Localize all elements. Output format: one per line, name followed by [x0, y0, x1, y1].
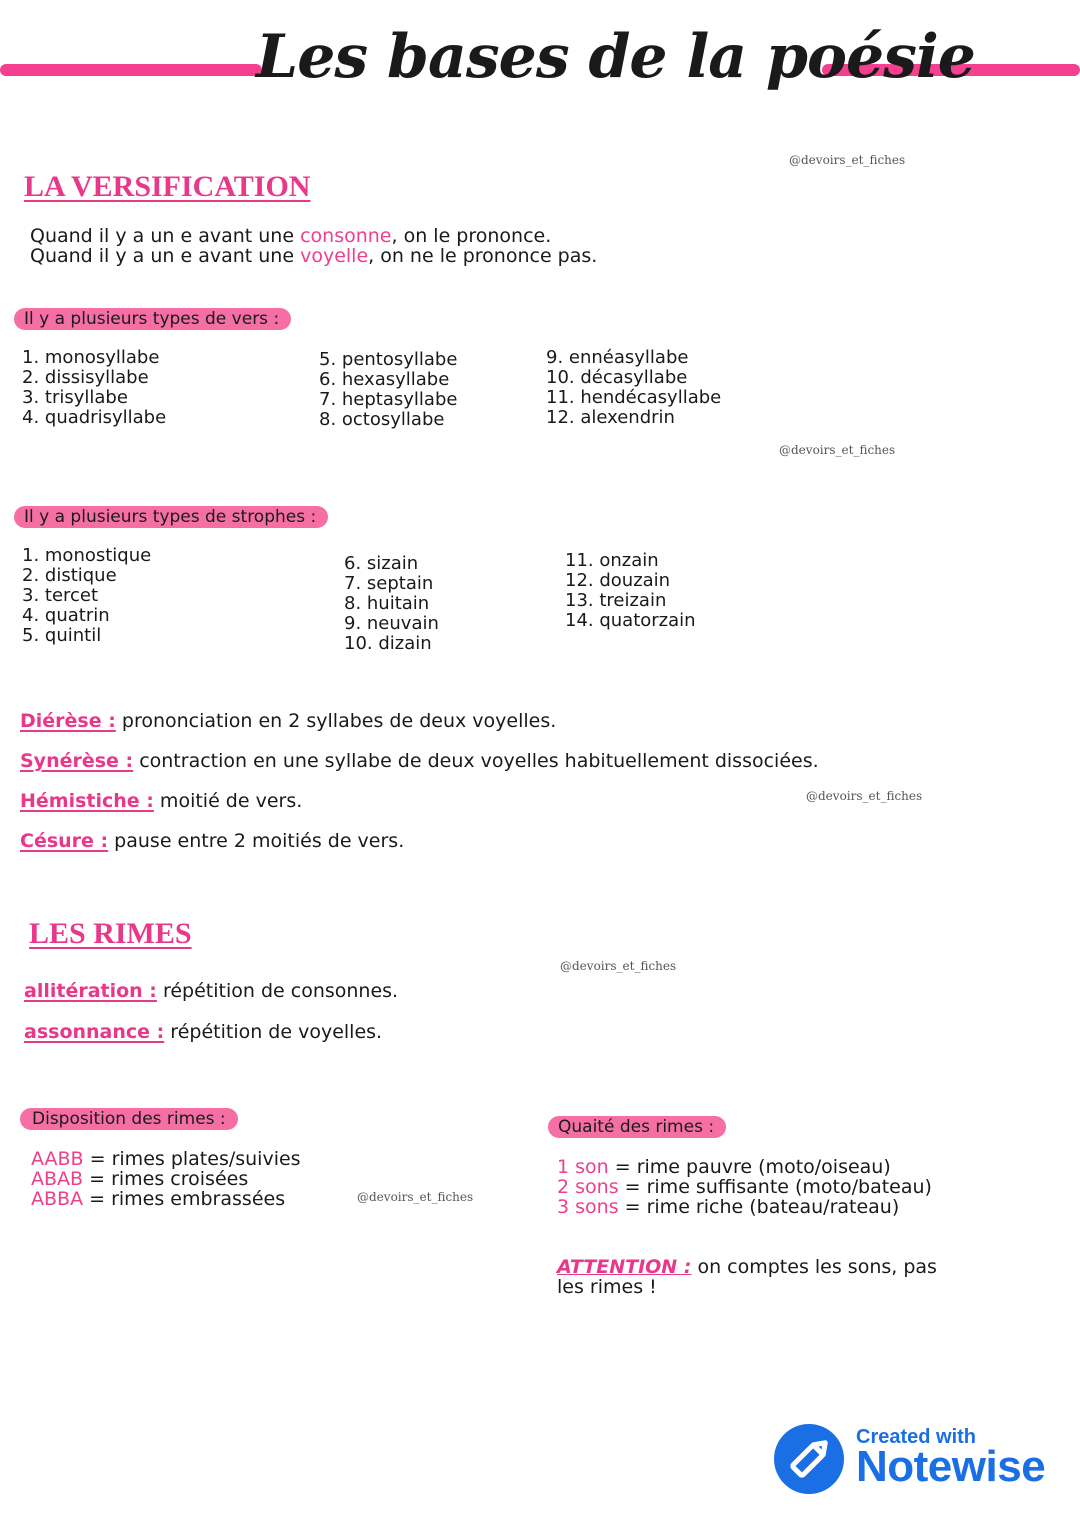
- definition-text: moitié de vers.: [153, 790, 303, 812]
- attention-line-2: les rimes !: [557, 1276, 657, 1298]
- list-item: 12. douzain: [565, 570, 671, 591]
- e-rule-consonne: [30, 226, 551, 246]
- definition-text: contraction en une syllabe de deux voyelles habituellement dissociées.: [133, 750, 819, 772]
- list-item: 4. quadrisyllabe: [22, 407, 167, 428]
- notewise-logo: [774, 1424, 844, 1494]
- term-cesure: Césure :: [20, 830, 109, 852]
- rhyme-desc: = rimes croisées: [83, 1168, 249, 1190]
- watermark-3: @devoirs_et_fiches: [806, 789, 923, 803]
- sound-count: 2 sons: [557, 1176, 619, 1198]
- definition-synerese: [20, 750, 819, 772]
- watermark-4: @devoirs_et_fiches: [560, 959, 677, 973]
- rule-highlight-consonne: consonne: [300, 225, 392, 247]
- definition-text: prononciation en 2 syllabes de deux voyelles.: [115, 710, 557, 732]
- list-item: 10. dizain: [344, 633, 432, 654]
- disposition-list: [31, 1149, 301, 1209]
- sound-count: 1 son: [557, 1156, 609, 1178]
- definition-assonnance: [24, 1021, 382, 1043]
- rhyme-desc: = rimes plates/suivies: [83, 1148, 301, 1170]
- rule-highlight-voyelle: voyelle: [300, 245, 369, 267]
- qualite-label: Quaité des rimes :: [548, 1116, 726, 1138]
- logo-created-with: Created with: [856, 1426, 977, 1448]
- rhyme-code: ABBA: [31, 1188, 84, 1210]
- e-rule-voyelle: [30, 246, 597, 266]
- term-hemistiche: Hémistiche :: [20, 790, 154, 812]
- attention-text: on comptes les sons, pas: [691, 1256, 937, 1278]
- list-item: 11. onzain: [565, 550, 659, 571]
- qualite-list: [557, 1157, 932, 1217]
- rhyme-code: AABB: [31, 1148, 84, 1170]
- list-item: 8. octosyllabe: [319, 409, 445, 430]
- list-item: 14. quatorzain: [565, 610, 696, 631]
- list-item: 7. septain: [344, 573, 434, 594]
- versification-heading: LA VERSIFICATION: [24, 170, 311, 203]
- list-item: [31, 1189, 301, 1209]
- rule-text: Quand il y a un e avant une: [30, 225, 301, 247]
- definition-alliteration: [24, 980, 398, 1002]
- title-rule-left: [0, 64, 262, 76]
- attention-note: [557, 1257, 937, 1297]
- list-item: [557, 1197, 932, 1217]
- list-item: 11. hendécasyllabe: [546, 387, 722, 408]
- list-item: 1. monostique: [22, 545, 152, 566]
- term-dierese: Diérèse :: [20, 710, 116, 732]
- vers-types-label: Il y a plusieurs types de vers :: [14, 308, 291, 330]
- term-synerese: Synérèse :: [20, 750, 134, 772]
- rhyme-code: ABAB: [31, 1168, 84, 1190]
- attention-line-1: [557, 1257, 937, 1277]
- watermark-5: @devoirs_et_fiches: [357, 1190, 474, 1204]
- strophes-list-col3: [565, 551, 696, 631]
- rhyme-quality: = rime suffisante (moto/bateau): [618, 1176, 932, 1198]
- list-item: [31, 1169, 301, 1189]
- list-item: 12. alexendrin: [546, 407, 675, 428]
- list-item: 6. hexasyllabe: [319, 369, 450, 390]
- rhyme-desc: = rimes embrassées: [83, 1188, 286, 1210]
- list-item: 9. ennéasyllabe: [546, 347, 689, 368]
- list-item: [31, 1149, 301, 1169]
- sound-count: 3 sons: [557, 1196, 619, 1218]
- disposition-label: Disposition des rimes :: [20, 1108, 238, 1130]
- list-item: 5. pentosyllabe: [319, 349, 458, 370]
- rule-text: , on ne le prononce pas.: [368, 245, 598, 267]
- rhyme-quality: = rime pauvre (moto/oiseau): [608, 1156, 891, 1178]
- list-item: 1. monosyllabe: [22, 347, 160, 368]
- list-item: 6. sizain: [344, 553, 419, 574]
- term-alliteration: allitération :: [24, 980, 157, 1002]
- definition-cesure: [20, 830, 404, 852]
- list-item: 9. neuvain: [344, 613, 439, 634]
- strophes-types-label: Il y a plusieurs types de strophes :: [14, 506, 328, 528]
- watermark-2: @devoirs_et_fiches: [779, 443, 896, 457]
- list-item: 13. treizain: [565, 590, 667, 611]
- vers-list-col2: [319, 350, 457, 430]
- list-item: 5. quintil: [22, 625, 102, 646]
- attention-term: ATTENTION :: [557, 1256, 692, 1278]
- definition-text: répétition de consonnes.: [156, 980, 399, 1002]
- list-item: 2. distique: [22, 565, 117, 586]
- rhyme-quality: = rime riche (bateau/rateau): [618, 1196, 900, 1218]
- list-item: 10. décasyllabe: [546, 367, 688, 388]
- list-item: 2. dissisyllabe: [22, 367, 149, 388]
- rimes-heading: LES RIMES: [29, 917, 192, 950]
- definition-dierese: [20, 710, 556, 732]
- strophes-list-col1: [22, 546, 151, 646]
- definition-text: pause entre 2 moitiés de vers.: [108, 830, 405, 852]
- term-assonnance: assonnance :: [24, 1021, 165, 1043]
- definition-text: répétition de voyelles.: [164, 1021, 383, 1043]
- list-item: 4. quatrin: [22, 605, 110, 626]
- vers-list-col3: [546, 348, 721, 428]
- rule-text: , on le prononce.: [391, 225, 552, 247]
- list-item: 3. trisyllabe: [22, 387, 128, 408]
- rule-text: Quand il y a un e avant une: [30, 245, 301, 267]
- list-item: [557, 1177, 932, 1197]
- watermark-1: @devoirs_et_fiches: [789, 153, 906, 167]
- logo-notewise: Notewise: [856, 1442, 1046, 1491]
- vers-list-col1: [22, 348, 166, 428]
- strophes-list-col2: [344, 554, 439, 654]
- list-item: 8. huitain: [344, 593, 430, 614]
- page-title: Les bases de la poésie: [256, 22, 975, 92]
- definition-hemistiche: [20, 790, 302, 812]
- list-item: 7. heptasyllabe: [319, 389, 458, 410]
- list-item: 3. tercet: [22, 585, 99, 606]
- pencil-icon: [774, 1424, 844, 1494]
- list-item: [557, 1157, 932, 1177]
